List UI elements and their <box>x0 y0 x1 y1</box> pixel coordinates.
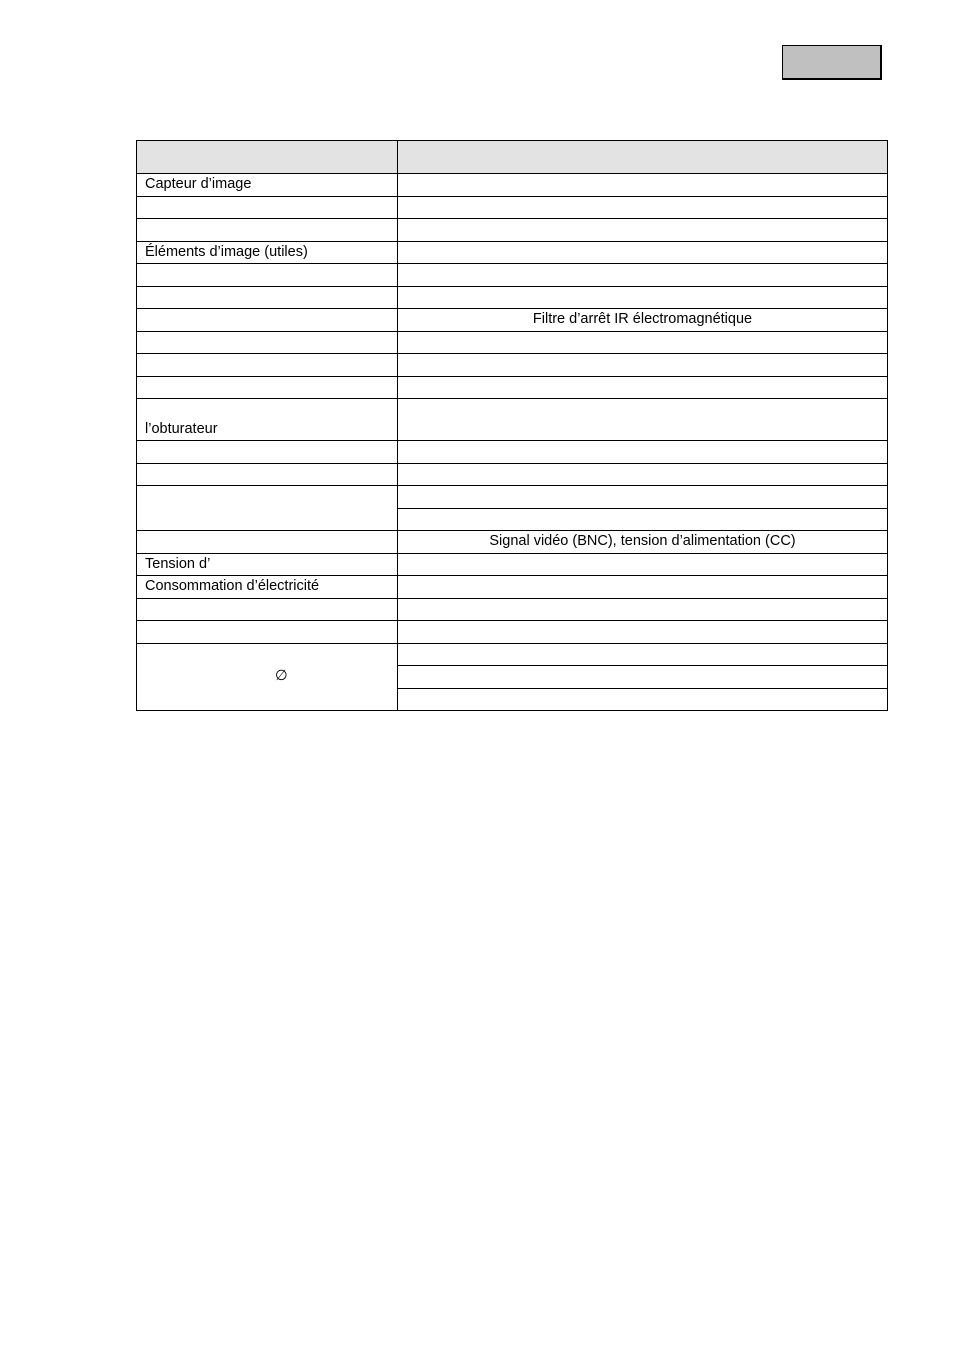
row-value <box>398 399 888 441</box>
row-value <box>398 264 888 287</box>
table-row <box>137 331 888 354</box>
row-label <box>137 598 398 621</box>
row-value <box>398 688 888 711</box>
table-row <box>137 354 888 377</box>
table-row <box>137 309 888 332</box>
row-value <box>398 598 888 621</box>
row-label <box>137 463 398 486</box>
row-value: Filtre d’arrêt IR électromagnétique <box>398 309 888 332</box>
table-row <box>137 576 888 599</box>
row-label <box>137 486 398 531</box>
row-label <box>137 286 398 309</box>
language-tab <box>782 45 882 80</box>
table-row <box>137 486 888 509</box>
row-label <box>137 621 398 644</box>
row-value <box>398 508 888 531</box>
row-label <box>137 309 398 332</box>
row-label <box>137 441 398 464</box>
table-row <box>137 196 888 219</box>
row-value: Signal vidéo (BNC), tension d’alimentation (CC) <box>398 531 888 554</box>
row-label <box>137 354 398 377</box>
row-value <box>398 463 888 486</box>
row-value <box>398 643 888 666</box>
table-row <box>137 441 888 464</box>
row-value <box>398 441 888 464</box>
row-value <box>398 376 888 399</box>
row-label: Éléments d’image (utiles) <box>137 241 398 264</box>
row-label <box>137 264 398 287</box>
table-row <box>137 286 888 309</box>
table-row <box>137 621 888 644</box>
row-value <box>398 196 888 219</box>
row-value <box>398 219 888 242</box>
table-row <box>137 241 888 264</box>
specifications-table <box>136 140 888 711</box>
row-label <box>137 219 398 242</box>
diameter-symbol-label: ∅ <box>137 643 398 711</box>
row-value <box>398 553 888 576</box>
row-value <box>398 174 888 197</box>
row-label: l’obturateur <box>137 399 398 441</box>
table-row <box>137 598 888 621</box>
table-row <box>137 219 888 242</box>
table-row <box>137 531 888 554</box>
row-value <box>398 621 888 644</box>
row-label <box>137 331 398 354</box>
table-row <box>137 553 888 576</box>
header-cell-value <box>398 141 888 174</box>
row-value <box>398 576 888 599</box>
row-value <box>398 666 888 689</box>
row-value <box>398 486 888 509</box>
table-row <box>137 463 888 486</box>
table-row <box>137 376 888 399</box>
row-label <box>137 376 398 399</box>
row-label <box>137 196 398 219</box>
row-value <box>398 331 888 354</box>
table-row <box>137 174 888 197</box>
row-label <box>137 531 398 554</box>
table-row <box>137 643 888 666</box>
table-row <box>137 264 888 287</box>
row-value <box>398 286 888 309</box>
row-label: Tension d’ <box>137 553 398 576</box>
table-row <box>137 399 888 441</box>
table-header-row <box>137 141 888 174</box>
header-cell-label <box>137 141 398 174</box>
row-value <box>398 241 888 264</box>
row-label: Capteur d’image <box>137 174 398 197</box>
row-value <box>398 354 888 377</box>
row-label: Consommation d’électricité <box>137 576 398 599</box>
